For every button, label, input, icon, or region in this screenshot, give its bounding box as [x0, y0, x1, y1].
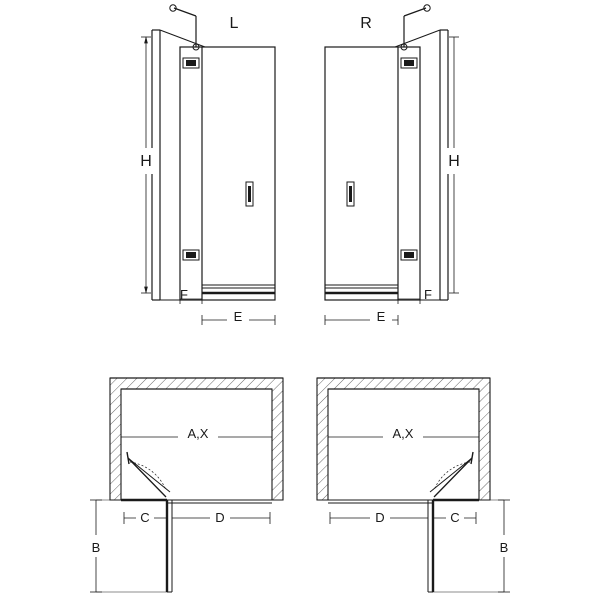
elevation-left-view — [136, 5, 275, 325]
elevation-right-height-label: H — [448, 153, 460, 170]
plan-left-view — [87, 378, 283, 592]
elevation-left-panel-label: F — [180, 287, 188, 302]
elevation-left-door-label: E — [233, 309, 243, 324]
plan-left-door-label: D — [215, 510, 225, 525]
elevation-left-height-label: H — [140, 153, 152, 170]
plan-right-overall-label: A,X — [392, 426, 414, 441]
plan-left-panel-label: C — [140, 510, 150, 525]
plan-right-panel-label: C — [450, 510, 460, 525]
plan-left-depth-label: B — [91, 540, 101, 555]
elevation-right-view — [325, 5, 464, 325]
plan-left-overall-label: A,X — [187, 426, 209, 441]
elevation-right-panel-label: F — [424, 287, 432, 302]
elevation-right-hand-label: R — [360, 15, 372, 32]
plan-right-depth-label: B — [499, 540, 509, 555]
plan-right-view — [317, 378, 513, 592]
elevation-left-hand-label: L — [229, 15, 239, 32]
plan-right-door-label: D — [375, 510, 385, 525]
elevation-right-door-label: E — [376, 309, 386, 324]
